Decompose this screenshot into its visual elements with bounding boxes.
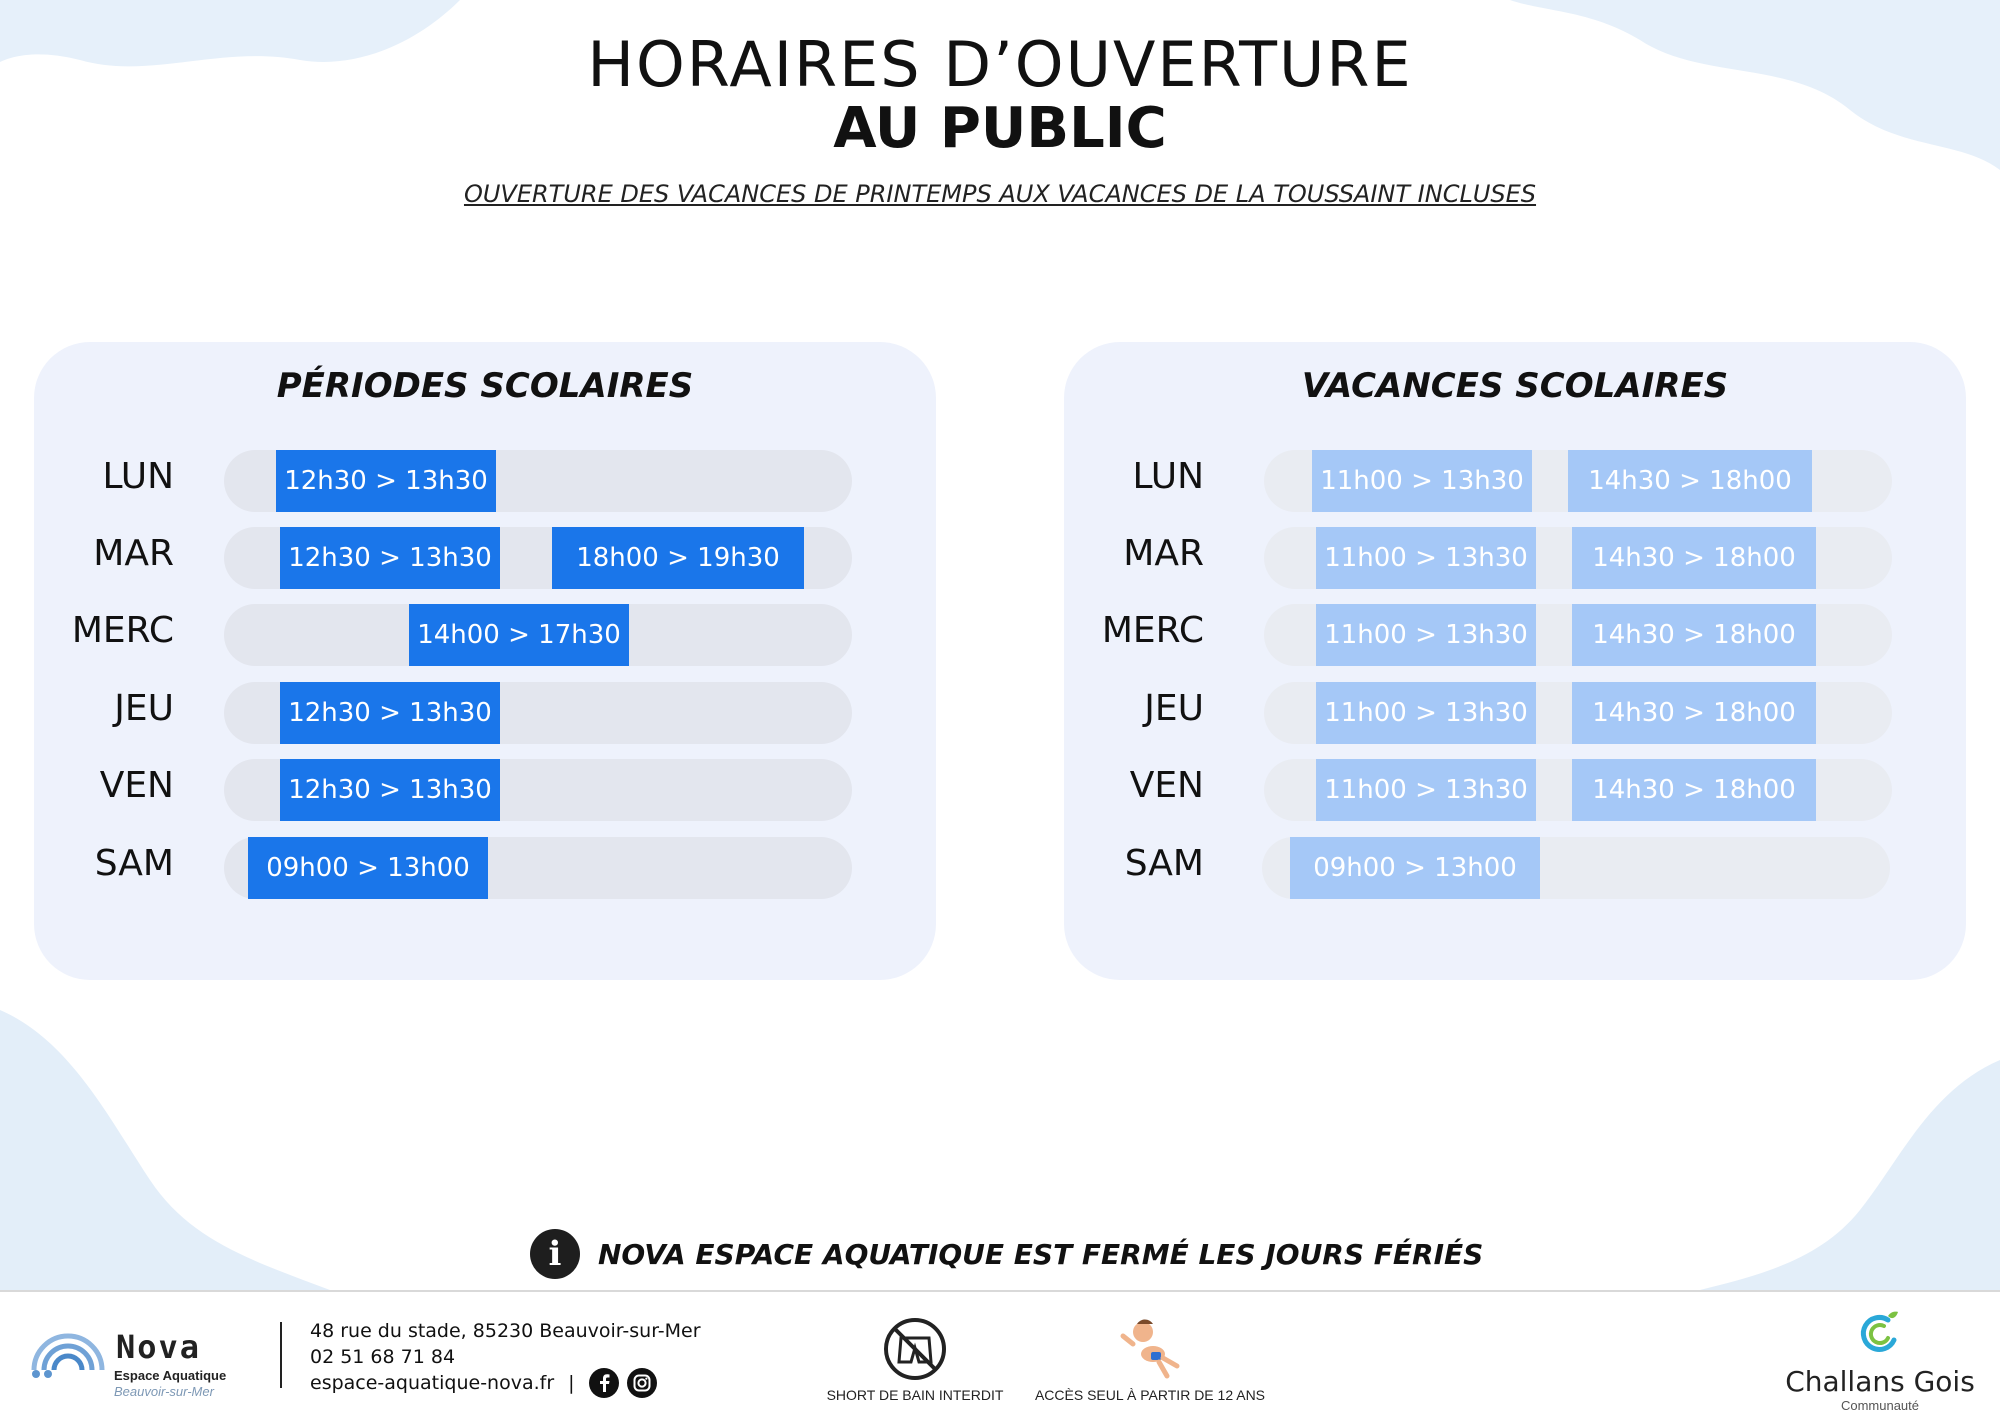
time-slot: 11h00 > 13h30 [1316,527,1536,589]
nova-location: Beauvoir-sur-Mer [114,1384,214,1399]
time-slot: 14h00 > 17h30 [409,604,629,666]
challans-gois-logo [1780,1310,1980,1413]
time-slot: 09h00 > 13h00 [248,837,488,899]
day-label: MAR [1123,533,1204,574]
footer-divider [280,1322,282,1388]
school-periods-panel [34,342,936,980]
panel-title: PÉRIODES SCOLAIRES [276,366,694,406]
time-track [224,837,852,899]
day-label: VEN [99,765,174,806]
time-slot: 12h30 > 13h30 [280,527,500,589]
time-track [1264,682,1892,744]
time-track [224,759,852,821]
time-slot: 14h30 > 18h00 [1572,759,1816,821]
rule-no-swim-shorts [820,1316,1010,1403]
page-title-line-1: HORAIRES D’OUVERTURE [587,28,1413,101]
separator: | [568,1372,575,1394]
holiday-closure-notice [530,1228,1483,1280]
schedule-row-merc [1064,600,1966,662]
schedule-row-mar [34,523,936,585]
day-label: MERC [71,610,174,651]
notice-text: NOVA ESPACE AQUATIQUE EST FERMÉ LES JOURS FÉRIÉS [598,1237,1484,1271]
website-link[interactable]: espace-aquatique-nova.fr [310,1372,555,1394]
time-track [1264,527,1892,589]
phone: 02 51 68 71 84 [310,1346,456,1368]
partner-subtitle: Communauté [1840,1398,1920,1413]
day-label: LUN [1132,456,1204,497]
swimming-child-icon [1115,1316,1185,1382]
time-slot: 11h00 > 13h30 [1312,450,1532,512]
time-slot: 14h30 > 18h00 [1572,682,1816,744]
time-track [1262,837,1890,899]
nova-logo [28,1328,238,1398]
schedule-row-jeu [34,678,936,740]
schedule-row-sam [34,833,936,895]
rule-age-access [1030,1316,1270,1403]
partner-name: Challans Gois [1785,1365,1975,1398]
no-swim-shorts-icon [882,1316,948,1382]
address: 48 rue du stade, 85230 Beauvoir-sur-Mer [310,1320,701,1342]
rule-label: SHORT DE BAIN INTERDIT [826,1387,1004,1403]
time-slot: 11h00 > 13h30 [1316,759,1536,821]
time-track [224,527,852,589]
time-slot: 18h00 > 19h30 [552,527,804,589]
nova-name: Nova [116,1328,202,1366]
page-title-line-2: AU PUBLIC [833,96,1167,161]
time-track [224,604,852,666]
time-slot: 12h30 > 13h30 [276,450,496,512]
schedule-row-sam [1064,833,1966,895]
instagram-icon[interactable] [627,1368,657,1398]
school-holidays-panel [1064,342,1966,980]
schedule-row-merc [34,600,936,662]
time-slot: 11h00 > 13h30 [1316,604,1536,666]
schedule-row-lun [34,446,936,508]
day-label: MAR [93,533,174,574]
time-slot: 12h30 > 13h30 [280,682,500,744]
footer [0,1290,2000,1414]
panel-title: VACANCES SCOLAIRES [1301,366,1729,406]
schedule-row-lun [1064,446,1966,508]
time-slot: 14h30 > 18h00 [1568,450,1812,512]
schedule-row-mar [1064,523,1966,585]
day-label: VEN [1129,765,1204,806]
challans-gois-emblem-icon [1858,1310,1902,1356]
web-row [310,1370,701,1396]
time-slot: 11h00 > 13h30 [1316,682,1536,744]
schedule-row-ven [1064,755,1966,817]
page-subtitle: OUVERTURE DES VACANCES DE PRINTEMPS AUX VACANCES DE LA TOUSSAINT INCLUSES [463,180,1537,208]
schedule-row-jeu [1064,678,1966,740]
contact-info [310,1318,701,1396]
schedule-row-ven [34,755,936,817]
time-track [224,682,852,744]
day-label: JEU [1144,688,1204,729]
rule-label: ACCÈS SEUL À PARTIR DE 12 ANS [1034,1387,1266,1403]
time-track [1264,604,1892,666]
facebook-icon[interactable] [589,1368,619,1398]
day-label: MERC [1101,610,1204,651]
day-label: LUN [102,456,174,497]
time-slot: 14h30 > 18h00 [1572,604,1816,666]
day-label: SAM [1124,843,1204,884]
time-track [1264,759,1892,821]
time-track [224,450,852,512]
time-track [1264,450,1892,512]
time-slot: 09h00 > 13h00 [1290,837,1540,899]
nova-wave-icon [28,1330,108,1380]
day-label: SAM [94,843,174,884]
nova-subtitle: Espace Aquatique [114,1368,227,1383]
day-label: JEU [114,688,174,729]
time-slot: 12h30 > 13h30 [280,759,500,821]
time-slot: 14h30 > 18h00 [1572,527,1816,589]
info-icon: i [530,1229,580,1279]
